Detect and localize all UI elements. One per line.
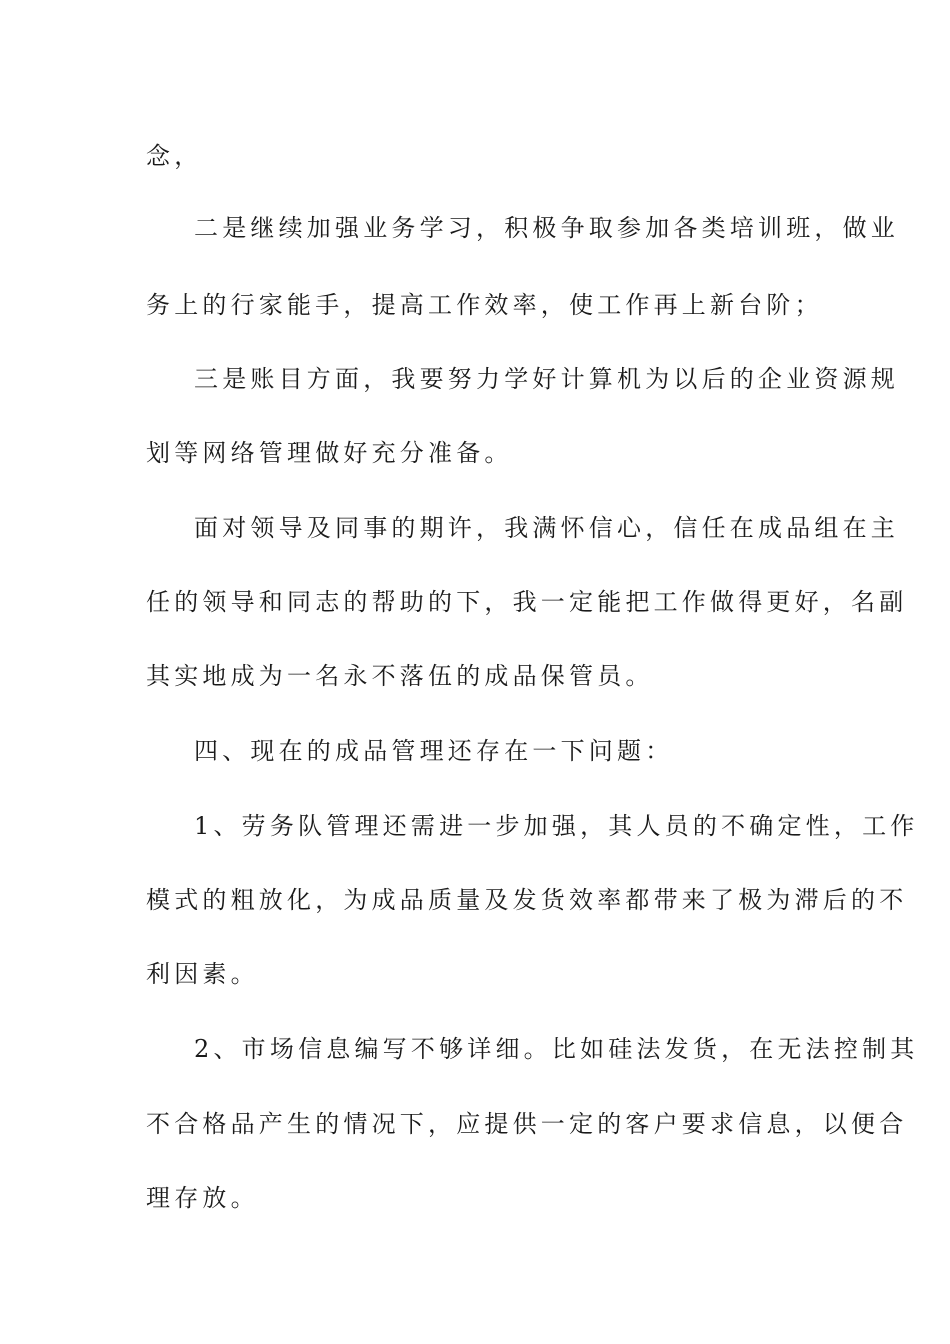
text-line-11: 模式的粗放化，为成品质量及发货效率都带来了极为滞后的不 (146, 886, 908, 914)
text-line-8: 其实地成为一名永不落伍的成品保管员。 (146, 662, 654, 690)
text-line-15: 理存放。 (146, 1184, 259, 1212)
text-line-14: 不合格品产生的情况下，应提供一定的客户要求信息，以便合 (146, 1110, 908, 1138)
text-line-13: 2、市场信息编写不够详细。比如硅法发货，在无法控制其 (194, 1035, 919, 1063)
text-line-6: 面对领导及同事的期许，我满怀信心，信任在成品组在主 (194, 514, 899, 542)
text-line-9: 四、现在的成品管理还存在一下问题： (194, 737, 674, 765)
text-line-2: 二是继续加强业务学习，积极争取参加各类培训班，做业 (194, 214, 899, 242)
text-line-4: 三是账目方面，我要努力学好计算机为以后的企业资源规 (194, 365, 899, 393)
text-line-7: 任的领导和同志的帮助的下，我一定能把工作做得更好，名副 (146, 588, 908, 616)
text-line-12: 利因素。 (146, 960, 259, 988)
text-line-10: 1、劳务队管理还需进一步加强，其人员的不确定性，工作 (194, 812, 919, 840)
text-line-5: 划等网络管理做好充分准备。 (146, 439, 513, 467)
text-line-3: 务上的行家能手，提高工作效率，使工作再上新台阶； (146, 291, 823, 319)
text-line-1: 念， (146, 142, 203, 170)
